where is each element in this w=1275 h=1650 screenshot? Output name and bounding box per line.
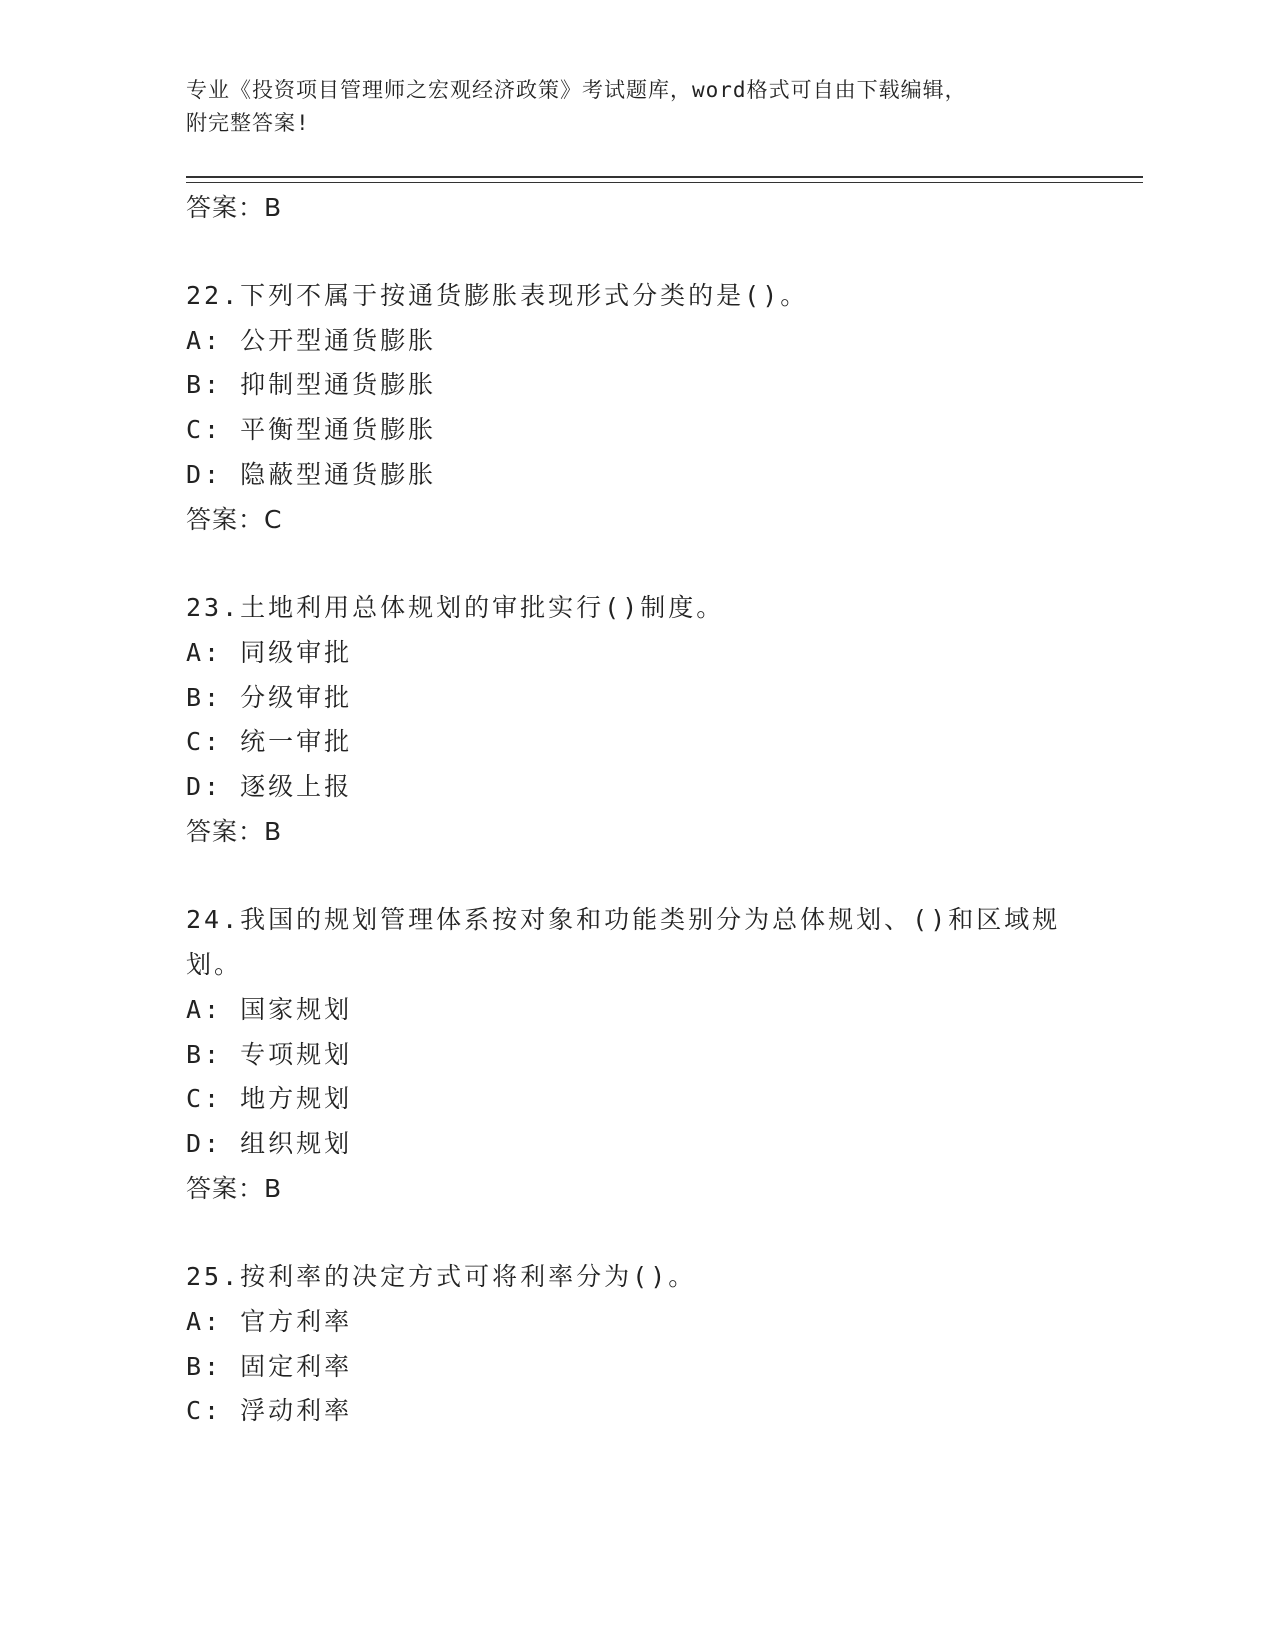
question-24-option-b: B: 专项规划 xyxy=(186,1040,353,1069)
question-24-stem-line-2: 划。 xyxy=(186,950,243,979)
question-24-option-a: A: 国家规划 xyxy=(186,995,353,1024)
question-24-option-d: D: 组织规划 xyxy=(186,1129,353,1158)
header-line-1: 专业《投资项目管理师之宏观经济政策》考试题库，word格式可自由下载编辑， xyxy=(186,78,967,102)
header-divider xyxy=(186,176,1143,183)
question-23-answer: 答案：B xyxy=(186,817,283,846)
question-22-option-a: A: 公开型通货膨胀 xyxy=(186,326,437,355)
question-25-option-a: A: 官方利率 xyxy=(186,1307,353,1336)
question-25-option-c: C: 浮动利率 xyxy=(186,1396,353,1425)
question-24-answer: 答案：B xyxy=(186,1174,283,1203)
question-24-option-c: C: 地方规划 xyxy=(186,1084,353,1113)
question-22-option-d: D: 隐蔽型通货膨胀 xyxy=(186,460,437,489)
question-24-stem-line-1: 24.我国的规划管理体系按对象和功能类别分为总体规划、()和区域规 xyxy=(186,905,1061,934)
header-line-2: 附完整答案! xyxy=(186,111,310,135)
question-23-option-c: C: 统一审批 xyxy=(186,727,353,756)
answer-previous: 答案：B xyxy=(186,193,283,222)
document-header xyxy=(186,74,1066,140)
question-25-option-b: B: 固定利率 xyxy=(186,1352,353,1381)
question-23-option-d: D: 逐级上报 xyxy=(186,772,353,801)
question-22-option-b: B: 抑制型通货膨胀 xyxy=(186,370,437,399)
question-23-option-b: B: 分级审批 xyxy=(186,683,353,712)
question-22-stem: 22.下列不属于按通货膨胀表现形式分类的是()。 xyxy=(186,281,809,310)
question-22-answer: 答案：C xyxy=(186,505,283,534)
question-23-stem: 23.土地利用总体规划的审批实行()制度。 xyxy=(186,593,725,622)
question-22-option-c: C: 平衡型通货膨胀 xyxy=(186,415,437,444)
question-25-stem: 25.按利率的决定方式可将利率分为()。 xyxy=(186,1262,697,1291)
question-23-option-a: A: 同级审批 xyxy=(186,638,353,667)
